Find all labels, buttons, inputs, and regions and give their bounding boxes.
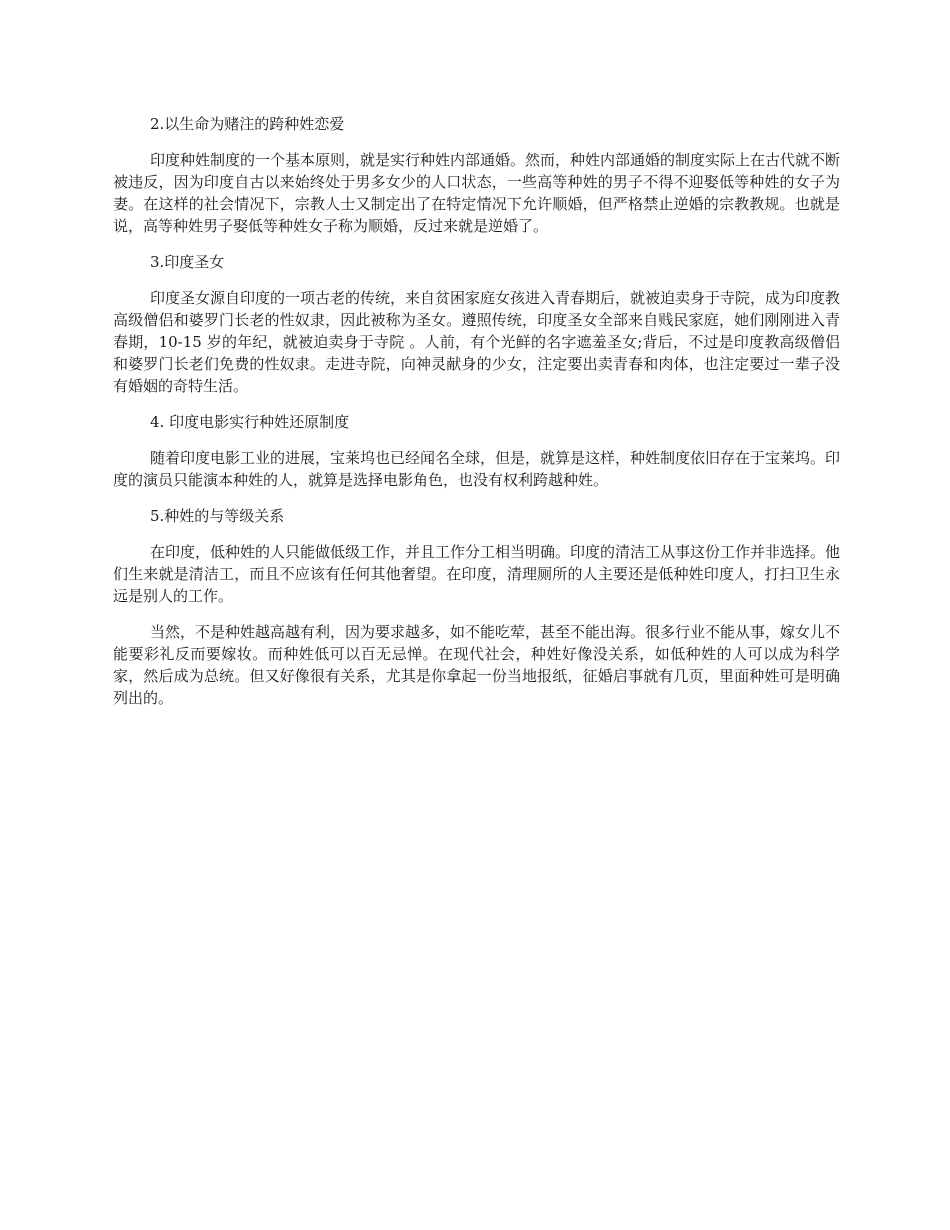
section-heading: 5.种姓的与等级关系 [150,507,285,525]
paragraph: 随着印度电影工业的进展，宝莱坞也已经闻名全球，但是，就算是这样，种姓制度依旧存在于宝莱坞。印度的演员只能演本种姓的人，就算是选择电影角色，也没有权利跨越种姓。 [113,449,841,489]
paragraph: 当然，不是种姓越高越有利，因为要求越多，如不能吃荤，甚至不能出海。很多行业不能从事，嫁女儿不能要彩礼反而要嫁妆。而种姓低可以百无忌惮。在现代社会，种姓好像没关系，如低种姓的人可以成为科学家，然后成为总统。但又好像很有关系，尤其是你拿起一份当地报纸，征婚启事就有几页，里面种姓可是明确列出的。 [113,623,841,707]
section-caste-hierarchy [113,505,840,709]
paragraph: 印度圣女源自印度的一项古老的传统，来自贫困家庭女孩进入青春期后，就被迫卖身于寺院，成为印度教高级僧侣和婆罗门长老的性奴隶，因此被称为圣女。遵照传统，印度圣女全部来自贱民家庭，她们刚刚进入青春期，10-15 岁的年纪，就被迫卖身于寺院 。人前，有个光鲜的名字遮羞圣女;背后，不过是印度教高级僧侣和婆罗门长老们免费的性奴隶。走进寺院，向神灵献身的少女，注定要出卖青春和肉体，也注定要过一辈子没有婚姻的奇特生活。 [113,289,841,395]
paragraph: 印度种姓制度的一个基本原则，就是实行种姓内部通婚。然而，种姓内部通婚的制度实际上在古代就不断被违反，因为印度自古以来始终处于男多女少的人口状态，一些高等种姓的男子不得不迎娶低等种姓的女子为妻。在这样的社会情况下，宗教人士又制定出了在特定情况下允许顺婚，但严格禁止逆婚的宗教教规。也就是说，高等种姓男子娶低等种姓女子称为顺婚，反过来就是逆婚了。 [113,151,841,235]
section-heading: 4. 印度电影实行种姓还原制度 [150,413,350,431]
section-cross-caste-love [113,113,840,237]
document-page [113,113,840,723]
section-heading: 3.印度圣女 [150,253,225,271]
section-heading: 2.以生命为赌注的跨种姓恋爱 [150,115,345,133]
paragraph: 在印度，低种姓的人只能做低级工作，并且工作分工相当明确。印度的清洁工从事这份工作并非选择。他们生来就是清洁工，而且不应该有任何其他奢望。在印度，清理厕所的人主要还是低种姓印度人，打扫卫生永远是别人的工作。 [113,543,841,605]
section-indian-saint-girl [113,251,840,397]
section-indian-film-caste [113,411,840,491]
